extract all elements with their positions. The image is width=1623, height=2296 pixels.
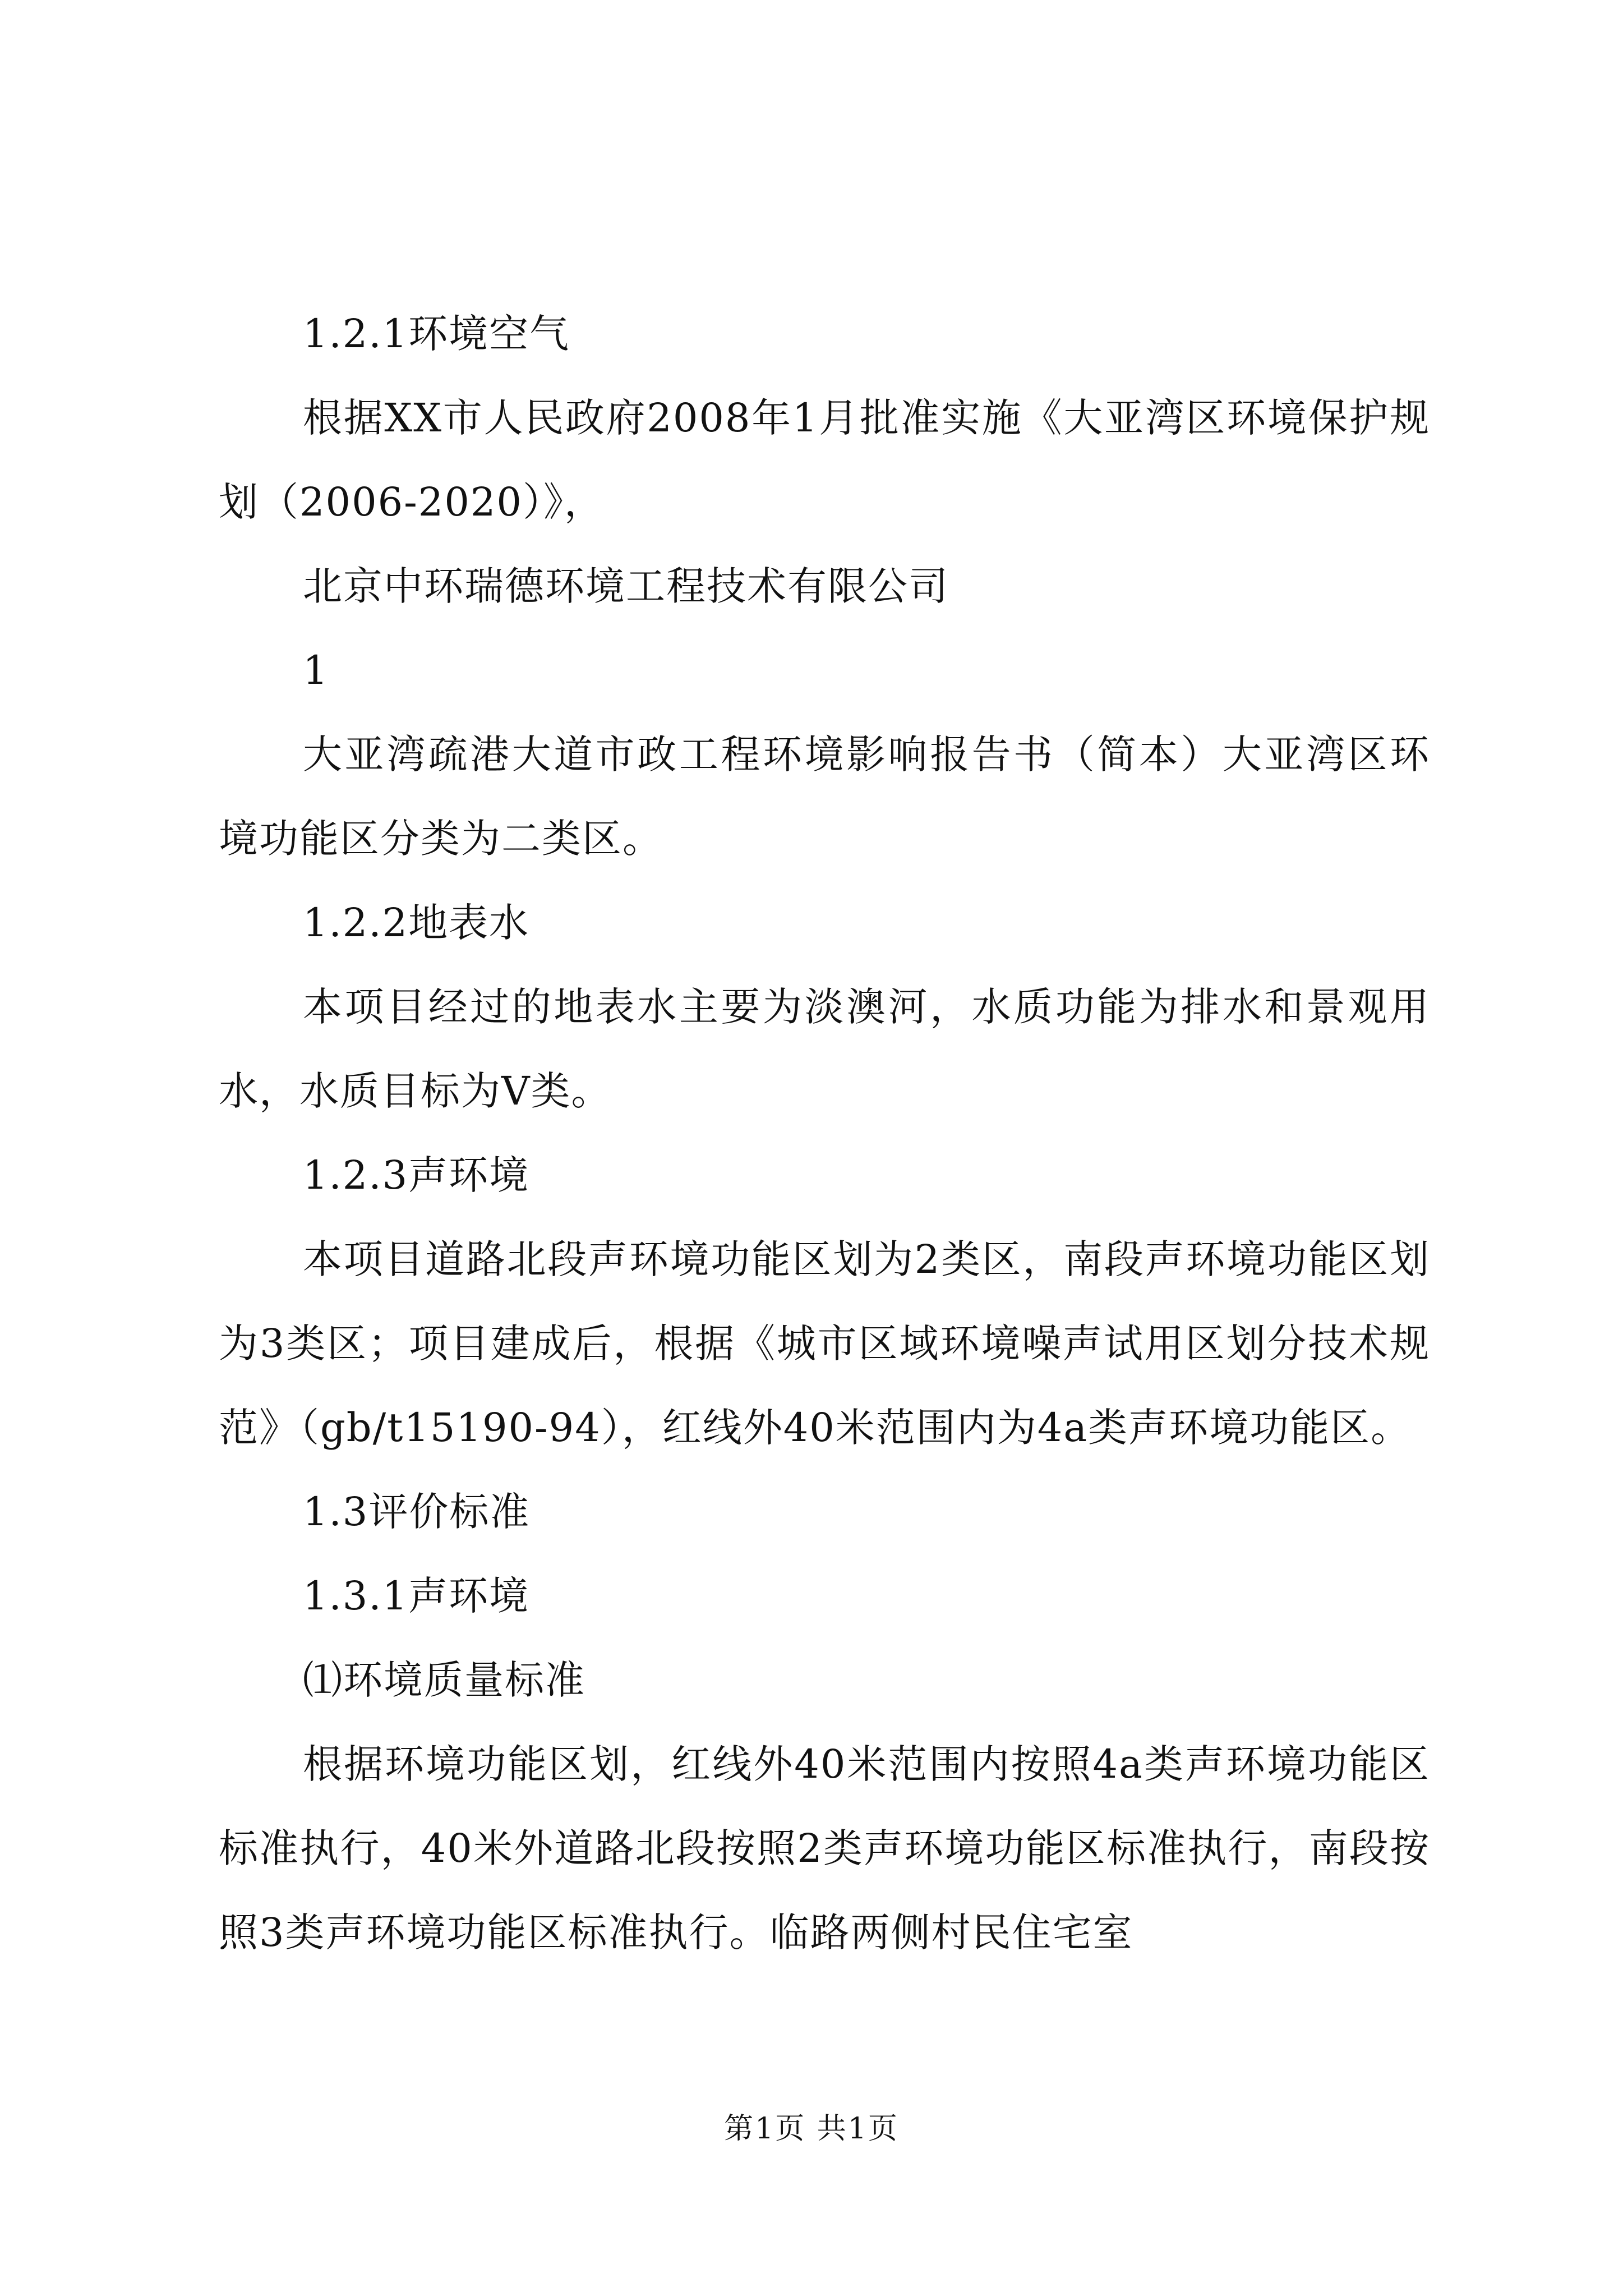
subheading-quality-standard: ⑴环境质量标准	[303, 1657, 585, 1703]
paragraph-surface-water: 本项目经过的地表水主要为淡澳河，水质功能为排水和景观用水，水质目标为V类。	[219, 984, 1430, 1114]
heading-1-2-3: 1.2.3声环境	[303, 1152, 530, 1198]
page-footer: 第1页 共1页	[724, 2112, 899, 2146]
paragraph-report-title: 大亚湾疏港大道市政工程环境影响报告书（简本）大亚湾区环境功能区分类为二类区。	[219, 731, 1430, 862]
document-body	[219, 292, 1430, 1975]
company-name: 北京中环瑞德环境工程技术有限公司	[303, 563, 949, 609]
paragraph-standard-execution: 根据环境功能区划，红线外40米范围内按照4a类声环境功能区标准执行，40米外道路北段按照2类声环境功能区标准执行，南段按照3类声环境功能区标准执行。临路两侧村民住宅室	[219, 1741, 1430, 1955]
heading-1-2-2: 1.2.2地表水	[303, 900, 530, 946]
page-number-inline: 1	[303, 647, 329, 693]
paragraph-basis: 根据XX市人民政府2008年1月批准实施《大亚湾区环境保护规划（2006-2020）》，	[219, 395, 1430, 525]
heading-1-3: 1.3评价标准	[303, 1489, 531, 1535]
heading-1-3-1: 1.3.1声环境	[303, 1573, 530, 1619]
heading-1-2-1: 1.2.1环境空气	[303, 311, 570, 357]
paragraph-noise-zoning: 本项目道路北段声环境功能区划为2类区，南段声环境功能区划为3类区；项目建成后，根据《城市区域环境噪声试用区划分技术规范》（gb/t15190-94），红线外40米范围内为4a类声环境功能区。	[219, 1236, 1430, 1451]
